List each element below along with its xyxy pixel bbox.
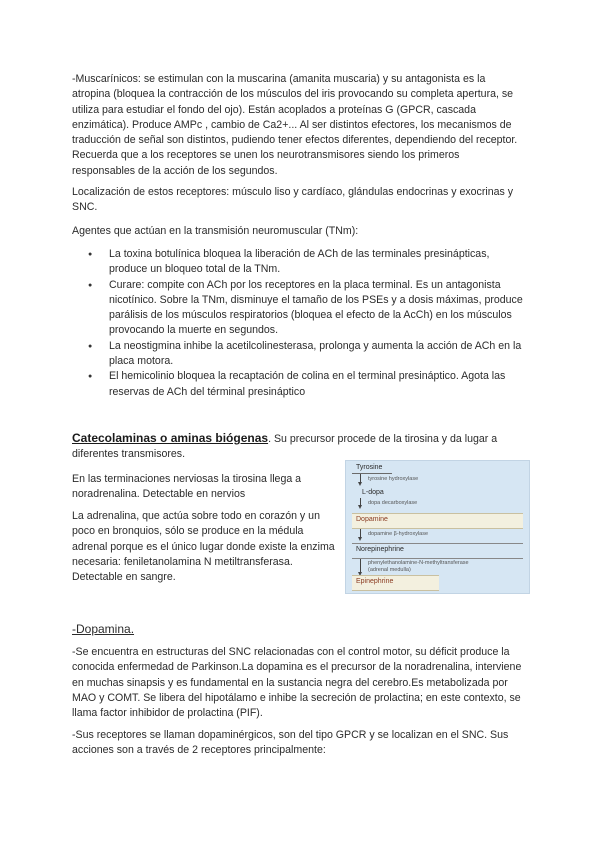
dopamina-paragraph-2: -Sus receptores se llaman dopaminérgicos, son del tipo GPCR y se localizan en el SNC. Sus acciones son a través de 2 receptores principalmente: <box>72 729 509 757</box>
list-item: ● La toxina botulínica bloquea la liberación de ACh de las terminales presinápticas, produce un bloqueo total de la TNm. <box>72 247 527 278</box>
fig-enzyme1: tyrosine hydroxylase <box>368 476 419 482</box>
catecolaminas-intro <box>72 431 522 463</box>
dopamina-heading: -Dopamina. <box>72 622 135 636</box>
fig-epinephrine-box <box>352 575 439 591</box>
fig-norepinephrine-box <box>352 543 523 559</box>
arrow-icon <box>360 474 361 483</box>
fig-enzyme4b: (adrenal medulla) <box>368 567 411 573</box>
divider <box>352 473 392 474</box>
dopamina-paragraph-1: -Se encuentra en estructuras del SNC relacionadas con el control motor, su déficit produce la conocida enfermedad de Parkinson.La dopamina es el precursor de la noradrenalina, interviene en muchas sinapsis y es fundamental en la sustancia negra del cerebro.Es metabolizada por MAO y COMT. Se libera del hipotálamo e inhibe la secreción de prolactina; en este contexto, se llama factor inhibidor de prolactina (PIF). <box>72 646 522 720</box>
fig-tyrosine: Tyrosine <box>356 464 383 471</box>
catecolaminas-intro-text: . Su precursor procede de la tirosina y da lugar a diferentes transmisores. <box>72 433 498 461</box>
muscarinicos-paragraph: -Muscarínicos: se estimulan con la muscarina (amanita muscaria) y su antagonista es la atropina (bloquea la contracción de los músculos del iris provocando su completa apertura, se utiliza para estudiar el fondo del ojo). Están acoplados a proteínas G (GPCR, cascada enzimática). Produce AMPc , cambio de Ca2+... Al ser distintos efectores, los mecanismos de traducción de señal son distintos, pudiendo tener efectos diferentes, dependiendo del receptor. Recuerda que a los receptores se unen los neurotransmisores siendo los primeros responsables de la acción de los segundos. <box>72 73 518 177</box>
list-item: ● El hemicolinio bloquea la recaptación de colina en el terminal presináptico. Agota las reservas de ACh del términal presináptico <box>72 369 527 400</box>
catecolaminas-heading: Catecolaminas o aminas biógenas <box>72 431 269 445</box>
agentes-list <box>72 247 527 400</box>
fig-norepinephrine: Norepinephrine <box>356 546 404 553</box>
arrow-icon <box>360 559 361 573</box>
arrow-icon <box>360 498 361 506</box>
localizacion-paragraph: Localización de estos receptores: músculo liso y cardíaco, glándulas endocrinas y exocrinas y SNC. <box>72 186 514 214</box>
tirosina-paragraph: En las terminaciones nerviosas la tirosina llega a noradrenalina. Detectable en nervios <box>72 473 302 501</box>
fig-dopamine-box <box>352 513 523 529</box>
fig-epinephrine: Epinephrine <box>356 578 394 585</box>
adrenalina-paragraph: La adrenalina, que actúa sobre todo en corazón y un poco en bronquios, sólo se produce en la médula adrenal porque es el único lugar donde existe la enzima necesaria: feniletanolamina N metiltransferasa. Detectable en sangre. <box>72 510 335 584</box>
fig-enzyme4: phenylethanolamine-N-methyltransferase <box>368 560 469 566</box>
fig-enzyme3: dopamine β-hydroxylase <box>368 531 429 537</box>
fig-enzyme2: dopa decarboxylase <box>368 500 418 506</box>
fig-dopamine: Dopamine <box>356 516 388 523</box>
list-item: ● Curare: compite con ACh por los receptores en la placa terminal. Es un antagonista nicotínico. Sobre la TNm, disminuye el tamaño de los PSEs y a dosis máximas, produce parálisis de los músculos respiratorios (bloquea el efecto de la AcCh) en los músculos provocando la muerte en segundos. <box>72 278 527 339</box>
list-item: ● La neostigmina inhibe la acetilcolinesterasa, prolonga y aumenta la acción de ACh en la placa motora. <box>72 339 527 370</box>
agentes-intro: Agentes que actúan en la transmisión neuromuscular (TNm): <box>72 225 359 237</box>
arrow-icon <box>360 529 361 538</box>
catecholamine-pathway-figure <box>345 460 530 594</box>
fig-dopa: L-dopa <box>362 489 384 496</box>
